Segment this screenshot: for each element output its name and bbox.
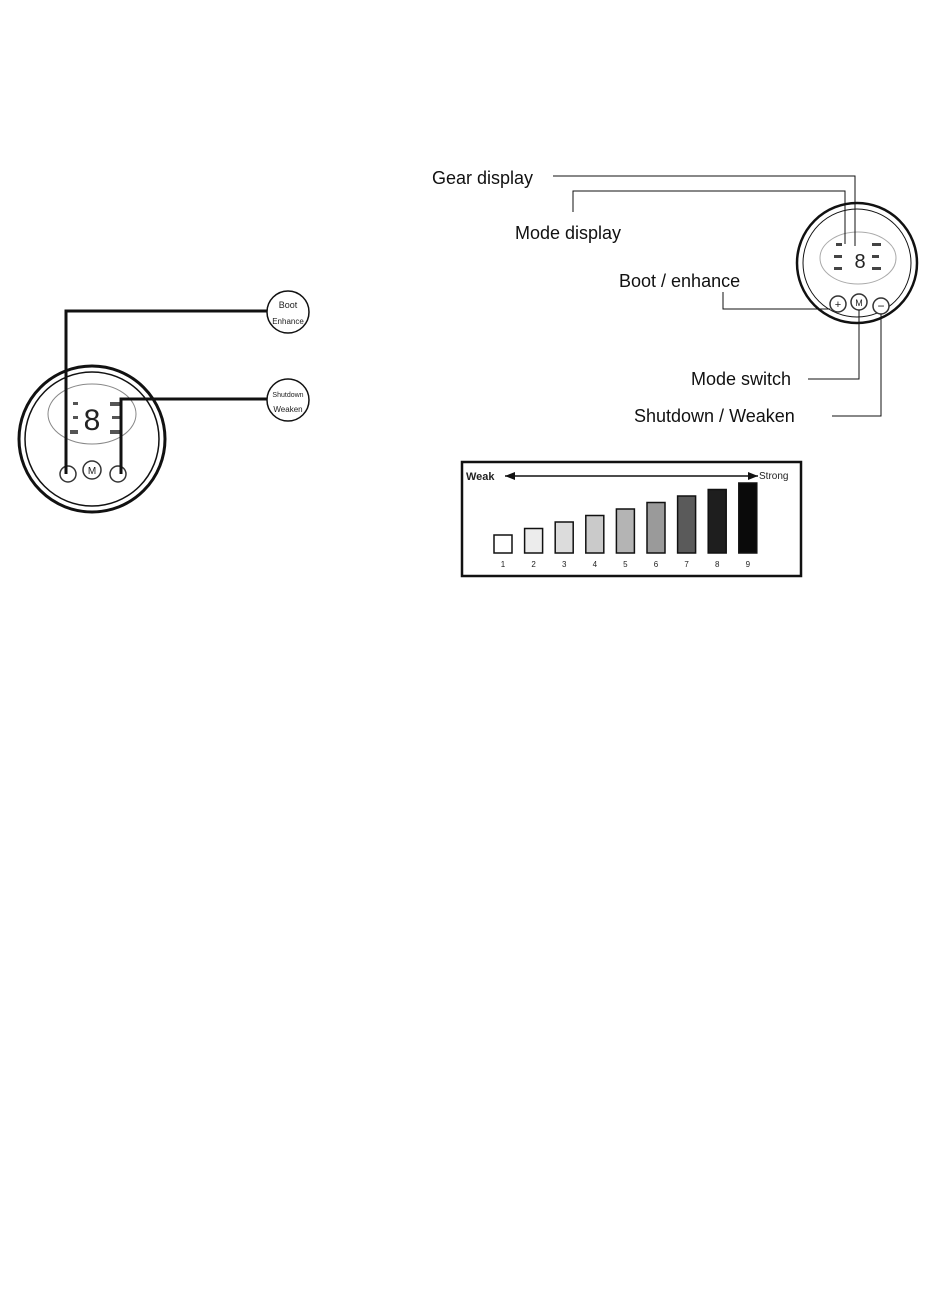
gear-display-label: Gear display: [432, 168, 534, 188]
strength-bar-9: [739, 483, 757, 553]
strength-bar-label-1: 1: [500, 560, 506, 569]
right-segment-digit: 8: [854, 251, 866, 273]
left-boot-bubble-line2: Enhance: [272, 317, 304, 326]
left-boot-leader: [66, 311, 268, 474]
left-control-panel: [19, 291, 309, 512]
mode-display-label: Mode display: [515, 223, 622, 243]
left-mode-button-label: M: [87, 466, 97, 477]
left-shutdown-bubble-line1: Shutdown: [272, 392, 304, 399]
strength-bar-2: [525, 529, 543, 554]
plus-icon: +: [834, 299, 842, 311]
shutdown-weaken-label: Shutdown / Weaken: [634, 406, 795, 426]
strength-bar-7: [678, 496, 696, 553]
strength-chart: [462, 462, 801, 576]
strength-bar-label-5: 5: [623, 560, 628, 569]
right-control-panel: [797, 203, 917, 323]
left-shutdown-button[interactable]: [110, 466, 126, 482]
strength-bar-5: [616, 509, 634, 553]
right-mode-button-label: M: [855, 298, 863, 308]
left-shutdown-bubble-line2: Weaken: [273, 405, 303, 414]
left-boot-bubble: [267, 291, 309, 333]
strength-bar-label-7: 7: [684, 560, 689, 569]
left-panel-outer-ring: [19, 366, 165, 512]
strong-label: Strong: [759, 471, 789, 482]
minus-icon: −: [877, 299, 885, 313]
left-panel-inner-ring: [25, 372, 159, 506]
left-segment-digit: 8: [83, 404, 101, 437]
strength-bar-label-6: 6: [653, 560, 659, 569]
boot-enhance-label: Boot / enhance: [619, 271, 741, 291]
strength-bar-4: [586, 516, 604, 554]
strength-bar-label-9: 9: [745, 560, 751, 569]
strength-bar-8: [708, 490, 726, 554]
left-boot-button[interactable]: [60, 466, 76, 482]
strength-bar-6: [647, 503, 665, 554]
weak-label: Weak: [466, 471, 495, 483]
shutdown-weaken-leader: [832, 314, 881, 416]
left-shutdown-leader: [121, 399, 268, 474]
strength-bar-label-4: 4: [592, 560, 598, 569]
strength-bar-label-2: 2: [531, 560, 536, 569]
strength-bar-label-3: 3: [561, 560, 567, 569]
left-boot-bubble-line1: Boot: [278, 300, 298, 310]
strength-bar-3: [555, 522, 573, 553]
strength-bar-label-8: 8: [714, 560, 720, 569]
strength-bar-1: [494, 535, 512, 553]
mode-switch-leader: [808, 310, 859, 379]
left-shutdown-bubble: [267, 379, 309, 421]
mode-switch-label: Mode switch: [691, 369, 792, 389]
